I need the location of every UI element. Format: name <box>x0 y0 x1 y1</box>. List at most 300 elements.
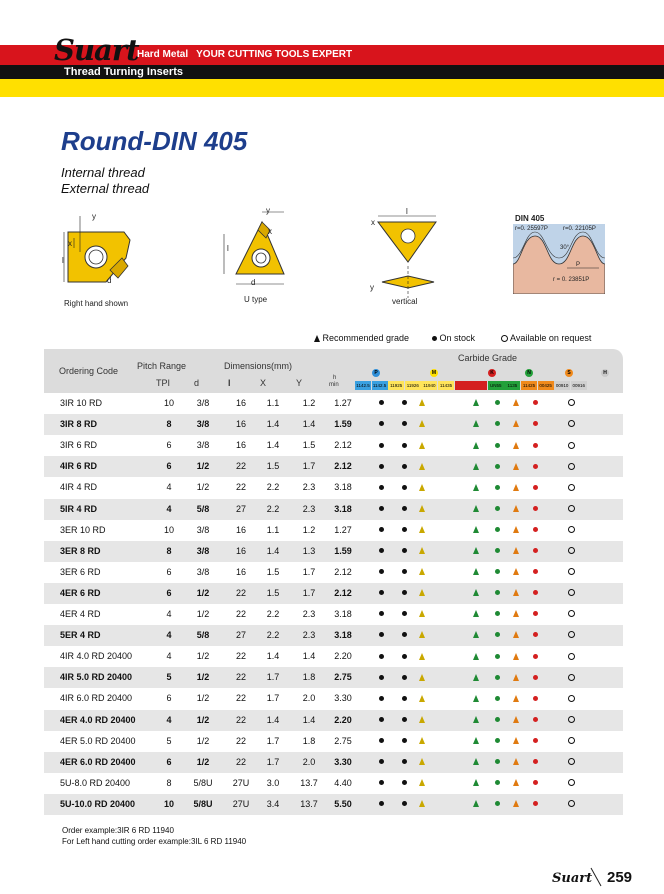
thread-profile-diagram <box>513 224 605 294</box>
stock-dot-icon <box>495 780 500 785</box>
grade-availability-mark <box>509 480 522 494</box>
grade-availability-mark <box>565 607 578 621</box>
cell-y: 2.3 <box>302 630 316 641</box>
recommended-triangle-icon <box>513 420 519 427</box>
recommended-triangle-icon <box>513 526 519 533</box>
grade-availability-mark <box>529 607 542 621</box>
cell-l: 22 <box>235 756 246 767</box>
grade-availability-mark <box>491 502 504 516</box>
stock-dot-icon <box>402 696 407 701</box>
profile-title: DIN 405 <box>515 214 545 223</box>
on-request-circle-icon <box>568 674 575 681</box>
cell-y: 1.3 <box>302 545 316 556</box>
grade-availability-mark <box>491 607 504 621</box>
cell-x: 1.4 <box>266 651 280 662</box>
grade-chip: 11926 <box>406 383 419 388</box>
cell-x: 3.0 <box>266 777 280 788</box>
cell-d: 1/2 <box>196 609 210 619</box>
stock-dot-icon <box>495 632 500 637</box>
grade-availability-mark <box>415 544 428 558</box>
grade-availability-mark <box>375 565 388 579</box>
recommended-triangle-icon <box>513 589 519 596</box>
recommended-triangle-icon <box>473 758 479 765</box>
grade-availability-mark <box>565 691 578 705</box>
recommended-triangle-icon <box>473 589 479 596</box>
cell-x: 1.7 <box>266 735 280 746</box>
cell-y: 1.8 <box>302 672 316 683</box>
stock-dot-icon <box>495 590 500 595</box>
on-request-circle-icon <box>568 568 575 575</box>
profile-angle: 30° <box>560 245 570 251</box>
cell-y: 1.2 <box>302 398 316 408</box>
insert-vertical-diagram <box>368 206 444 300</box>
cell-d: 3/8 <box>196 566 210 577</box>
cell-tpi: 5 <box>166 735 172 746</box>
cell-d: 3/8 <box>196 398 210 408</box>
stock-dot-icon <box>495 506 500 511</box>
ordering-code: 3ER 6 RD <box>60 566 101 577</box>
grade-availability-mark <box>509 734 522 748</box>
stock-dot-icon <box>402 654 407 659</box>
recommended-triangle-icon <box>419 442 425 449</box>
cell-h: 2.12 <box>334 440 352 451</box>
grade-availability-mark <box>565 396 578 410</box>
recommended-triangle-icon <box>419 484 425 491</box>
stock-dot-icon <box>533 717 538 722</box>
ordering-code: 4ER 6 RD <box>60 587 101 598</box>
grade-availability-mark <box>509 713 522 727</box>
cell-y: 1.7 <box>302 587 316 598</box>
grade-availability-mark <box>375 502 388 516</box>
cell-h: 2.75 <box>334 672 352 683</box>
grade-chip: 00916 <box>572 383 586 388</box>
stock-dot-icon <box>379 506 384 511</box>
grade-availability-mark <box>565 586 578 600</box>
th-y: Y <box>296 378 303 388</box>
grade-availability-mark <box>529 523 542 537</box>
cell-tpi: 4 <box>166 482 172 493</box>
grade-availability-mark <box>469 459 482 473</box>
grade-availability-mark <box>491 776 504 790</box>
recommended-triangle-icon <box>513 737 519 744</box>
stock-dot-icon <box>533 506 538 511</box>
recommended-triangle-icon <box>419 716 425 723</box>
recommended-triangle-icon <box>473 505 479 512</box>
cell-x: 2.2 <box>266 609 280 619</box>
stock-dot-icon <box>402 717 407 722</box>
profile-p: P <box>576 262 581 268</box>
cell-tpi: 5 <box>166 672 172 683</box>
stock-dot-icon <box>533 801 538 806</box>
cell-d: 5/8 <box>196 630 210 641</box>
stock-dot-icon <box>495 717 500 722</box>
grade-availability-mark <box>415 649 428 663</box>
legend-stock: On stock <box>432 333 475 343</box>
table-row <box>44 646 623 667</box>
stock-dot-icon <box>379 548 384 553</box>
cell-l: 16 <box>235 566 246 577</box>
grade-availability-mark <box>509 586 522 600</box>
grade-availability-mark <box>509 417 522 431</box>
grade-availability-mark <box>509 544 522 558</box>
fig1-y-label: y <box>92 212 96 221</box>
grade-availability-mark <box>469 523 482 537</box>
grade-availability-mark <box>529 565 542 579</box>
ordering-code: 4IR 4 RD <box>60 482 98 493</box>
table-row <box>44 435 623 456</box>
table-row <box>44 625 623 646</box>
th-ordering-code: Ordering Code <box>59 366 119 376</box>
stock-dot-icon <box>379 717 384 722</box>
grade-availability-mark <box>415 607 428 621</box>
table-row <box>44 456 623 477</box>
fig3-l-label: l <box>406 207 408 216</box>
profile-r1: r=0. 25597P <box>515 226 548 232</box>
cell-l: 16 <box>235 419 246 430</box>
ordering-code: 5U-10.0 RD 20400 <box>60 798 136 809</box>
grade-availability-mark <box>529 586 542 600</box>
grade-availability-mark <box>491 417 504 431</box>
on-request-circle-icon <box>568 526 575 533</box>
fig3-x-label: x <box>371 218 375 227</box>
cell-x: 1.7 <box>266 756 280 767</box>
cell-x: 2.2 <box>266 482 280 493</box>
grade-chip <box>471 381 487 390</box>
cell-y: 1.5 <box>302 440 316 451</box>
cell-d: 1/2 <box>196 672 210 683</box>
on-request-circle-icon <box>568 484 575 491</box>
grade-availability-mark <box>415 565 428 579</box>
cell-x: 3.4 <box>266 798 280 809</box>
grade-availability-mark <box>469 607 482 621</box>
stock-dot-icon <box>533 400 538 405</box>
cell-x: 1.4 <box>266 419 280 430</box>
recommended-triangle-icon <box>419 610 425 617</box>
grade-availability-mark <box>375 523 388 537</box>
stock-dot-icon <box>533 759 538 764</box>
recommended-triangle-icon <box>473 484 479 491</box>
stock-dot-icon <box>402 485 407 490</box>
grade-availability-mark <box>529 480 542 494</box>
cell-tpi: 6 <box>166 693 172 704</box>
recommended-triangle-icon <box>419 420 425 427</box>
grade-availability-mark <box>398 565 411 579</box>
recommended-triangle-icon <box>513 800 519 807</box>
grade-availability-mark <box>415 523 428 537</box>
grade-availability-mark <box>375 607 388 621</box>
recommended-triangle-icon <box>419 568 425 575</box>
grade-availability-mark <box>415 417 428 431</box>
on-request-circle-icon <box>568 420 575 427</box>
grade-availability-mark <box>509 396 522 410</box>
grade-availability-mark <box>565 628 578 642</box>
cell-x: 1.4 <box>266 440 280 451</box>
cell-l: 22 <box>235 714 246 725</box>
grade-chip: 1135 <box>504 381 520 390</box>
th-pitch-range: Pitch Range <box>137 361 187 371</box>
divider-slash <box>589 866 603 888</box>
grade-availability-mark <box>491 670 504 684</box>
stock-dot-icon <box>402 675 407 680</box>
grade-availability-mark <box>529 670 542 684</box>
grade-availability-mark <box>415 755 428 769</box>
cell-h: 2.12 <box>334 587 352 598</box>
stock-dot-icon <box>379 464 384 469</box>
stock-dot-icon <box>402 421 407 426</box>
insert-right-hand-diagram <box>58 212 148 298</box>
on-request-circle-icon <box>568 399 575 406</box>
stock-dot-icon <box>495 443 500 448</box>
th-dimensions: Dimensions(mm) <box>224 361 293 371</box>
recommended-triangle-icon <box>419 631 425 638</box>
stock-dot-icon <box>402 780 407 785</box>
iso-group-h: H <box>601 369 609 377</box>
recommended-triangle-icon <box>513 695 519 702</box>
recommended-triangle-icon <box>473 779 479 786</box>
stock-dot-icon <box>402 569 407 574</box>
grade-chip: UN55 <box>488 381 504 390</box>
stock-dot-icon <box>533 696 538 701</box>
cell-d: 3/8 <box>196 524 210 535</box>
cell-y: 13.7 <box>300 777 318 788</box>
grade-availability-mark <box>375 713 388 727</box>
cell-l: 22 <box>235 461 246 472</box>
fig2-l-label: l <box>227 244 229 253</box>
fig2-d-label: d <box>251 278 256 287</box>
grade-chip: 11435 <box>439 383 453 388</box>
grade-availability-mark <box>415 734 428 748</box>
grade-availability-mark <box>375 776 388 790</box>
th-h-min: min <box>329 382 339 388</box>
recommended-triangle-icon <box>513 442 519 449</box>
grade-availability-mark <box>415 480 428 494</box>
cell-x: 1.7 <box>266 693 280 704</box>
recommended-triangle-icon <box>473 568 479 575</box>
on-request-circle-icon <box>568 442 575 449</box>
stock-dot-icon <box>495 527 500 532</box>
cell-tpi: 10 <box>163 524 174 535</box>
grade-availability-mark <box>565 734 578 748</box>
cell-d: 1/2 <box>196 587 210 598</box>
cell-h: 3.30 <box>334 756 352 767</box>
grade-availability-mark <box>509 438 522 452</box>
ordering-code: 5ER 4 RD <box>60 630 101 641</box>
footer-logo: Suart <box>552 871 593 886</box>
table-row <box>44 752 623 773</box>
stock-dot-icon <box>379 400 384 405</box>
stock-dot-icon <box>533 548 538 553</box>
cell-l: 16 <box>235 545 246 556</box>
grade-availability-mark <box>375 417 388 431</box>
stock-dot-icon <box>533 654 538 659</box>
table-row <box>44 667 623 688</box>
cell-y: 2.0 <box>302 693 316 704</box>
stock-dot-icon <box>533 443 538 448</box>
grade-availability-mark <box>565 713 578 727</box>
cell-h: 3.18 <box>334 609 352 619</box>
grade-availability-mark <box>375 396 388 410</box>
grade-availability-mark <box>398 797 411 811</box>
on-request-circle-icon <box>568 695 575 702</box>
cell-y: 2.3 <box>302 482 316 493</box>
brand-logo: Suart <box>54 33 139 67</box>
stock-dot-icon <box>379 443 384 448</box>
cell-tpi: 4 <box>166 651 172 662</box>
grade-availability-mark <box>565 438 578 452</box>
th-carbide-grade: Carbide Grade <box>458 353 518 363</box>
stock-dot-icon <box>402 759 407 764</box>
stock-dot-icon <box>402 611 407 616</box>
grade-availability-mark <box>529 691 542 705</box>
fig2-y-label: y <box>266 206 270 215</box>
iso-group-n: N <box>525 369 533 377</box>
grade-availability-mark <box>491 459 504 473</box>
grade-availability-mark <box>565 670 578 684</box>
ordering-code: 4ER 4 RD <box>60 609 101 619</box>
grade-availability-mark <box>469 713 482 727</box>
cell-d: 5/8U <box>193 798 213 809</box>
cell-l: 22 <box>235 651 246 662</box>
fig1-x-label: x <box>68 239 72 248</box>
stock-dot-icon <box>402 738 407 743</box>
grade-chip: 1142.5 <box>372 383 387 388</box>
tagline-text: YOUR CUTTING TOOLS EXPERT <box>196 49 353 60</box>
table-row <box>44 773 623 794</box>
stock-dot-icon <box>379 527 384 532</box>
grade-availability-mark <box>491 713 504 727</box>
grade-availability-mark <box>415 691 428 705</box>
grade-availability-mark <box>469 797 482 811</box>
stock-dot-icon <box>533 421 538 426</box>
stock-dot-icon <box>379 780 384 785</box>
recommended-triangle-icon <box>513 631 519 638</box>
stock-dot-icon <box>495 654 500 659</box>
grade-availability-mark <box>509 502 522 516</box>
stock-dot-icon <box>495 801 500 806</box>
on-request-circle-icon <box>568 463 575 470</box>
section-title: Thread Turning Inserts <box>64 66 183 78</box>
cell-tpi: 4 <box>166 503 172 514</box>
cell-l: 22 <box>235 482 246 493</box>
grade-availability-mark <box>415 797 428 811</box>
grade-availability-mark <box>415 776 428 790</box>
stock-dot-icon <box>495 569 500 574</box>
grade-availability-mark <box>491 755 504 769</box>
table-row <box>44 477 623 498</box>
ordering-code: 4IR 6.0 RD 20400 <box>60 693 133 704</box>
ordering-code: 5U-8.0 RD 20400 <box>60 777 131 788</box>
cell-x: 1.1 <box>266 524 280 535</box>
cell-l: 16 <box>235 524 246 535</box>
stock-dot-icon <box>495 548 500 553</box>
grade-availability-mark <box>529 438 542 452</box>
stock-dot-icon <box>402 632 407 637</box>
cell-tpi: 8 <box>166 545 172 556</box>
grade-availability-mark <box>529 544 542 558</box>
grade-availability-mark <box>398 776 411 790</box>
recommended-triangle-icon <box>419 547 425 554</box>
grade-availability-mark <box>375 459 388 473</box>
stock-dot-icon <box>495 485 500 490</box>
cell-h: 5.50 <box>334 798 352 809</box>
recommended-triangle-icon <box>473 463 479 470</box>
recommended-triangle-icon <box>473 737 479 744</box>
grade-availability-mark <box>509 628 522 642</box>
grade-chip: 00425 <box>539 383 552 388</box>
cell-tpi: 6 <box>166 566 172 577</box>
stock-dot-icon <box>495 675 500 680</box>
stock-dot-icon <box>533 632 538 637</box>
grade-availability-mark <box>491 565 504 579</box>
recommended-triangle-icon <box>473 674 479 681</box>
recommended-triangle-icon <box>473 526 479 533</box>
recommended-triangle-icon <box>419 800 425 807</box>
recommended-triangle-icon <box>419 737 425 744</box>
stock-dot-icon <box>495 400 500 405</box>
grade-availability-mark <box>565 480 578 494</box>
cell-tpi: 4 <box>166 609 172 619</box>
cell-h: 4.40 <box>334 777 352 788</box>
recommended-triangle-icon <box>419 505 425 512</box>
cell-l: 22 <box>235 672 246 683</box>
grade-availability-mark <box>491 396 504 410</box>
filled-dot-icon <box>432 336 437 341</box>
cell-x: 2.2 <box>266 630 280 641</box>
on-request-circle-icon <box>568 547 575 554</box>
ordering-code: 4ER 5.0 RD 20400 <box>60 735 136 746</box>
grade-availability-mark <box>565 776 578 790</box>
recommended-triangle-icon <box>419 463 425 470</box>
cell-tpi: 6 <box>166 461 172 472</box>
grade-chip: 11425 <box>522 383 536 388</box>
grade-availability-mark <box>398 459 411 473</box>
grade-availability-mark <box>398 607 411 621</box>
grade-availability-mark <box>565 797 578 811</box>
cell-y: 1.4 <box>302 419 316 430</box>
grade-availability-mark <box>415 502 428 516</box>
recommended-triangle-icon <box>513 568 519 575</box>
cell-l: 22 <box>235 587 246 598</box>
cell-d: 1/2 <box>196 756 210 767</box>
table-row <box>44 604 623 625</box>
header-yellow-band <box>0 79 664 97</box>
grade-availability-mark <box>415 628 428 642</box>
on-request-circle-icon <box>568 737 575 744</box>
stock-dot-icon <box>495 464 500 469</box>
grade-availability-mark <box>529 713 542 727</box>
cell-y: 1.7 <box>302 461 316 472</box>
stock-dot-icon <box>402 506 407 511</box>
on-request-circle-icon <box>568 758 575 765</box>
table-row <box>44 393 623 414</box>
cell-h: 2.12 <box>334 461 352 472</box>
stock-dot-icon <box>379 759 384 764</box>
grade-availability-mark <box>398 586 411 600</box>
cell-x: 1.1 <box>266 398 280 408</box>
grade-availability-mark <box>491 691 504 705</box>
grade-availability-mark <box>469 628 482 642</box>
cell-d: 1/2 <box>196 735 210 746</box>
grade-availability-mark <box>375 670 388 684</box>
grade-availability-mark <box>375 734 388 748</box>
grade-availability-mark <box>398 628 411 642</box>
cell-tpi: 10 <box>163 798 174 809</box>
grade-availability-mark <box>491 523 504 537</box>
grade-availability-mark <box>565 544 578 558</box>
grade-availability-mark <box>398 480 411 494</box>
grade-availability-mark <box>398 670 411 684</box>
grade-availability-mark <box>415 438 428 452</box>
